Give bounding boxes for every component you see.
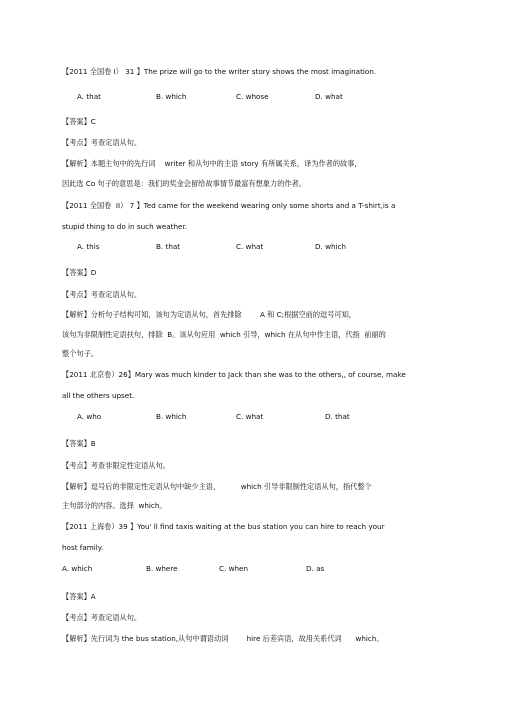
q1-analysis-line-1: 【解析】本题主句中的先行词 writer 和从句中的主语 story 有所属关系，译为作者的故事， bbox=[62, 159, 362, 168]
q2-option-d: D. which bbox=[315, 242, 347, 251]
q2-question-line-1: 【2011 全国卷 II） 7 】Ted came for the weekend wearing only some shorts and a T-shirt,is a bbox=[62, 201, 396, 210]
q1-option-c: C. whose bbox=[236, 92, 269, 101]
q2-option-b: B. that bbox=[156, 242, 181, 251]
q2-answer: 【答案】D bbox=[62, 268, 97, 277]
q4-option-b: B. where bbox=[146, 564, 178, 573]
q2-analysis-line-1: 【解析】分析句子结构可知，该句为定语从句，首先排除 A 和 C;根据空前的逗号可知， bbox=[62, 310, 356, 319]
q3-option-b: B. which bbox=[156, 412, 187, 421]
q3-analysis-line-2: 主句部分的内容。选择 which。 bbox=[62, 501, 167, 510]
q1-point: 【考点】考查定语从句。 bbox=[62, 138, 142, 147]
q4-question-line-2: host family. bbox=[62, 543, 104, 552]
q1-option-b: B. which bbox=[156, 92, 187, 101]
q3-answer: 【答案】B bbox=[62, 439, 96, 448]
q2-option-a: A. this bbox=[77, 242, 100, 251]
q3-option-a: A. who bbox=[77, 412, 102, 421]
q3-question-line-2: all the others upset. bbox=[62, 391, 135, 400]
q1-analysis-line-2: 因此选 Co 句子的意思是：我们的奖金会留给故事情节最富有想象力的作者。 bbox=[62, 179, 306, 188]
q3-option-c: C. what bbox=[236, 412, 264, 421]
q2-question-line-2: stupid thing to do in such weather. bbox=[62, 222, 188, 231]
q3-analysis-line-1: 【解析】逗号后的非限定性定语从句中缺少主语， which 引导非限制性定语从句，指代整个 bbox=[62, 482, 372, 491]
q2-option-c: C. what bbox=[236, 242, 264, 251]
q4-option-c: C. when bbox=[219, 564, 248, 573]
q2-analysis-line-3: 整个句子。 bbox=[62, 349, 98, 358]
q2-analysis-line-2: 该句为非限制性定语扶句，排除 B。该从句应用 which 引导，which 在从句中作主语，代指 前丽的 bbox=[62, 330, 386, 339]
q4-point: 【考点】考查定语从句。 bbox=[62, 613, 142, 622]
q3-option-d: D. that bbox=[325, 412, 350, 421]
q3-point: 【考点】考查非限定性定语从句。 bbox=[62, 461, 170, 470]
q1-answer: 【答案】C bbox=[62, 117, 96, 126]
q1-option-a: A. that bbox=[77, 92, 101, 101]
q3-question-line-1: 【2011 北京卷）26】Mary was much kinder to Jack than she was to the others,, of course, make bbox=[62, 370, 406, 379]
q1-option-d: D. what bbox=[315, 92, 343, 101]
q4-option-d: D. as bbox=[306, 564, 325, 573]
q2-point: 【考点】考查定语从句。 bbox=[62, 290, 142, 299]
q4-question-line-1: 【2011 上海卷）39 】You' ll find taxis waiting at the bus station you can hire to reach your bbox=[62, 522, 385, 531]
q4-option-a: A. which bbox=[62, 564, 93, 573]
q4-analysis-line-1: 【解析】先行词为 the bus station,从句中谓语动词 hire 后差宾语，故用关系代词 which。 bbox=[62, 634, 384, 643]
q1-question: 【2011 全国卷 I） 31 】The prize will go to the writer story shows the most imagination. bbox=[62, 67, 377, 76]
q4-answer: 【答案】A bbox=[62, 592, 96, 601]
